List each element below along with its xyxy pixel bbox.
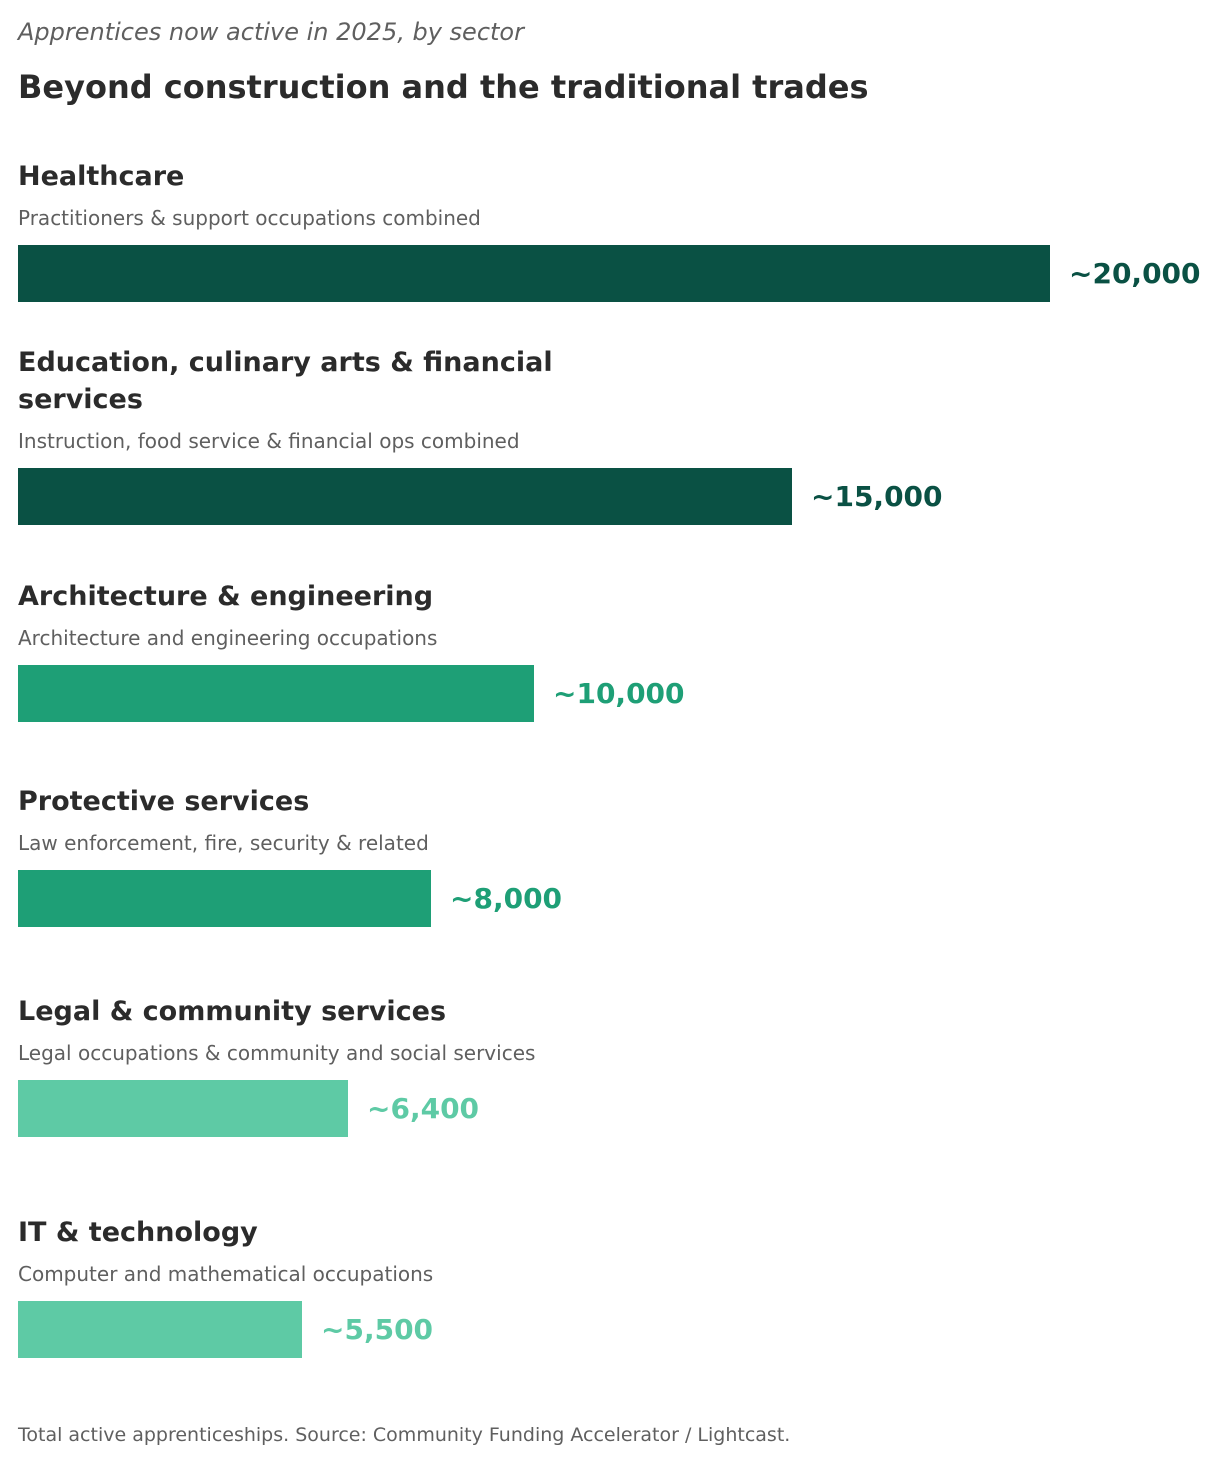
sector-block — [18, 578, 1208, 722]
sector-block — [18, 783, 1208, 927]
bar — [18, 1080, 348, 1137]
bar-row — [18, 1301, 1208, 1358]
bar-row — [18, 1080, 1208, 1137]
sector-block — [18, 158, 1208, 302]
sector-block — [18, 344, 1208, 525]
bar-row — [18, 468, 1208, 525]
bar-row — [18, 245, 1208, 302]
bar-value-label: ~8,000 — [450, 882, 563, 915]
sector-name: Architecture & engineering — [18, 581, 434, 612]
bar — [18, 468, 792, 525]
bar-value-label: ~5,500 — [321, 1313, 434, 1346]
sector-description: Legal occupations & community and social services — [18, 1041, 536, 1065]
bar — [18, 870, 431, 927]
bar-value-label: ~10,000 — [553, 677, 685, 710]
sector-description: Computer and mathematical occupations — [18, 1262, 434, 1286]
bar-value-label: ~6,400 — [367, 1092, 480, 1125]
chart-title: Beyond construction and the traditional trades — [18, 68, 869, 106]
sector-block — [18, 1214, 1208, 1358]
chart-subtitle: Apprentices now active in 2025, by sector — [18, 18, 524, 46]
bar-row — [18, 665, 1208, 722]
sector-description: Instruction, food service & financial ops combined — [18, 429, 520, 453]
sector-block — [18, 993, 1208, 1137]
sector-name: Education, culinary arts & financial services — [18, 347, 553, 415]
bar — [18, 245, 1050, 302]
bar-value-label: ~15,000 — [811, 480, 943, 513]
bar-row — [18, 870, 1208, 927]
sector-name: Legal & community services — [18, 996, 447, 1027]
bar — [18, 1301, 302, 1358]
source-footnote: Total active apprenticeships. Source: Community Funding Accelerator / Lightcast. — [18, 1424, 791, 1446]
bar-value-label: ~20,000 — [1069, 257, 1201, 290]
sector-name: IT & technology — [18, 1217, 258, 1248]
sector-name: Healthcare — [18, 161, 185, 192]
bar — [18, 665, 534, 722]
sector-description: Practitioners & support occupations combined — [18, 206, 481, 230]
sector-name: Protective services — [18, 786, 310, 817]
sector-description: Law enforcement, fire, security & related — [18, 831, 429, 855]
sector-description: Architecture and engineering occupations — [18, 626, 438, 650]
